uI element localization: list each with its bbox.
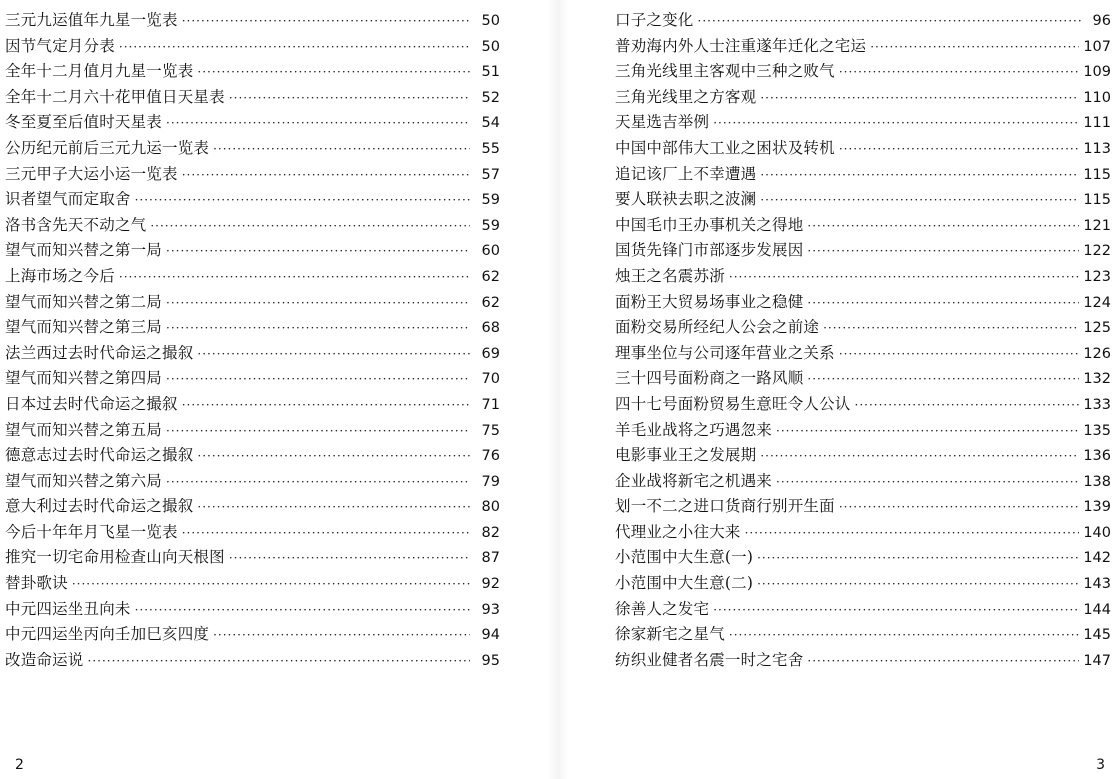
- toc-entry-page-number: 92: [481, 576, 500, 593]
- toc-entry-page-number: 52: [481, 89, 500, 106]
- toc-entry: [5, 8, 500, 34]
- toc-dot-leader: [213, 137, 470, 163]
- toc-dot-leader: [166, 367, 470, 393]
- book-gutter: [548, 0, 568, 779]
- toc-dot-leader: [197, 495, 470, 521]
- toc-entry: [5, 213, 500, 239]
- toc-entry-page-number: 140: [1083, 524, 1111, 541]
- toc-dot-leader: [72, 572, 470, 598]
- toc-entry: [615, 136, 1111, 162]
- toc-dot-leader: [776, 470, 1079, 496]
- toc-entry-page-number: 113: [1083, 140, 1111, 157]
- toc-entry-title: 望气而知兴替之第四局: [5, 369, 163, 388]
- toc-entry-title: 洛书含先天不动之气: [5, 215, 147, 234]
- toc-entry: [615, 648, 1111, 674]
- toc-entry: [615, 213, 1111, 239]
- toc-entry-page-number: 145: [1083, 627, 1111, 644]
- toc-entry-page-number: 69: [481, 345, 500, 362]
- toc-entry: [615, 110, 1111, 136]
- toc-dot-leader: [839, 342, 1080, 368]
- toc-entry-title: 小范围中大生意(二): [615, 574, 754, 593]
- toc-dot-leader: [839, 495, 1080, 521]
- toc-entry: [615, 418, 1111, 444]
- toc-entry-title: 中元四运坐丙向壬加巳亥四度: [5, 625, 210, 644]
- toc-dot-leader: [182, 163, 470, 189]
- toc-entry: [5, 34, 500, 60]
- page-number-right: 3: [1096, 757, 1105, 773]
- toc-entry-page-number: 135: [1083, 422, 1111, 439]
- toc-entry-page-number: 143: [1083, 576, 1111, 593]
- toc-entry-title: 徐善人之发宅: [615, 599, 710, 618]
- toc-entry-title: 法兰西过去时代命运之撮叙: [5, 343, 194, 362]
- toc-entry: [615, 238, 1111, 264]
- toc-dot-leader: [150, 214, 470, 240]
- toc-entry: [5, 392, 500, 418]
- toc-entry: [5, 520, 500, 546]
- toc-entry: [5, 85, 500, 111]
- toc-entry-title: 面粉交易所经纪人公会之前途: [615, 318, 820, 337]
- toc-entry-page-number: 110: [1083, 89, 1111, 106]
- toc-dot-leader: [855, 393, 1080, 419]
- toc-entry-title: 望气而知兴替之第二局: [5, 292, 163, 311]
- toc-dot-leader: [729, 265, 1079, 291]
- toc-entry-title: 中元四运坐丑向未: [5, 599, 131, 618]
- toc-entry-page-number: 115: [1083, 166, 1111, 183]
- toc-dot-leader: [166, 291, 470, 317]
- toc-entry-page-number: 54: [481, 115, 500, 132]
- toc-dot-leader: [760, 444, 1079, 470]
- toc-dot-leader: [166, 470, 470, 496]
- toc-entry-title: 口子之变化: [615, 11, 694, 29]
- toc-entry-page-number: 82: [481, 524, 500, 541]
- toc-entry-title: 意大利过去时代命运之撮叙: [5, 497, 194, 516]
- toc-entry-title: 德意志过去时代命运之撮叙: [5, 446, 194, 465]
- toc-entry: [5, 469, 500, 495]
- toc-dot-leader: [229, 86, 470, 112]
- toc-dot-leader: [807, 291, 1079, 317]
- toc-dot-leader: [713, 111, 1079, 137]
- toc-entry-page-number: 59: [481, 217, 500, 234]
- toc-dot-leader: [135, 598, 470, 624]
- toc-dot-leader: [88, 649, 470, 675]
- toc-dot-leader: [745, 521, 1080, 547]
- toc-entry: [5, 597, 500, 623]
- toc-dot-leader: [807, 649, 1079, 675]
- toc-entry-page-number: 109: [1083, 64, 1111, 81]
- toc-entry-title: 三元九运值年九星一览表: [5, 11, 178, 29]
- toc-entry-title: 上海市场之今后: [5, 266, 115, 285]
- toc-entry: [5, 545, 500, 571]
- toc-dot-leader: [135, 188, 470, 214]
- toc-entry-page-number: 133: [1083, 396, 1111, 413]
- toc-entry-title: 代理业之小往大来: [615, 522, 741, 541]
- toc-entry-title: 望气而知兴替之第一局: [5, 241, 163, 260]
- toc-entry: [615, 290, 1111, 316]
- toc-entry-page-number: 62: [481, 294, 500, 311]
- toc-entry: [5, 264, 500, 290]
- toc-entry-page-number: 139: [1083, 499, 1111, 516]
- toc-entry-page-number: 80: [481, 499, 500, 516]
- toc-entry-page-number: 94: [481, 627, 500, 644]
- toc-entry: [5, 648, 500, 674]
- toc-entry-page-number: 50: [481, 38, 500, 55]
- toc-entry-title: 日本过去时代命运之撮叙: [5, 394, 178, 413]
- toc-entry: [5, 341, 500, 367]
- toc-entry-title: 普劝海内外人士注重遂年迁化之宅运: [615, 36, 867, 55]
- toc-dot-leader: [757, 546, 1079, 572]
- toc-entry-title: 因节气定月分表: [5, 36, 115, 55]
- toc-dot-leader: [119, 35, 470, 61]
- toc-entry-page-number: 121: [1083, 217, 1111, 234]
- toc-entry-page-number: 59: [481, 192, 500, 209]
- toc-entry-page-number: 124: [1083, 294, 1111, 311]
- toc-entry-title: 三角光线里主客观中三种之败气: [615, 62, 835, 81]
- toc-entry-page-number: 132: [1083, 371, 1111, 388]
- toc-entry-title: 三十四号面粉商之一路风顺: [615, 369, 804, 388]
- toc-entry-title: 望气而知兴替之第三局: [5, 318, 163, 337]
- toc-entry-title: 三角光线里之方客观: [615, 87, 757, 106]
- toc-entry-page-number: 138: [1083, 473, 1111, 490]
- toc-entry: [615, 366, 1111, 392]
- toc-dot-leader: [870, 35, 1079, 61]
- toc-entry: [615, 8, 1111, 34]
- toc-dot-leader: [807, 367, 1079, 393]
- toc-entry-page-number: 125: [1083, 320, 1111, 337]
- toc-dot-leader: [698, 9, 1081, 35]
- toc-entry-title: 三元甲子大运小运一览表: [5, 164, 178, 183]
- toc-entry: [615, 187, 1111, 213]
- toc-entry: [615, 571, 1111, 597]
- toc-entry-page-number: 126: [1083, 345, 1111, 362]
- toc-dot-leader: [823, 316, 1079, 342]
- toc-entry-page-number: 55: [481, 140, 500, 157]
- toc-entry-title: 烛王之名震苏浙: [615, 266, 725, 285]
- toc-entry-title: 追记该厂上不幸遭遇: [615, 164, 757, 183]
- toc-entry-title: 电影事业王之发展期: [615, 446, 757, 465]
- toc-entry-title: 天星选吉举例: [615, 113, 710, 132]
- toc-entry-title: 国货先锋门市部逐步发展因: [615, 241, 804, 260]
- toc-entry-title: 小范围中大生意(一): [615, 548, 754, 567]
- toc-entry-page-number: 142: [1083, 550, 1111, 567]
- toc-entry-page-number: 144: [1083, 601, 1111, 618]
- toc-entry-title: 徐家新宅之星气: [615, 625, 725, 644]
- toc-dot-leader: [760, 163, 1079, 189]
- toc-entry-page-number: 50: [481, 13, 500, 29]
- toc-entry-title: 替卦歌诀: [5, 574, 68, 593]
- toc-dot-leader: [729, 623, 1079, 649]
- toc-entry-page-number: 71: [481, 396, 500, 413]
- toc-entry: [5, 366, 500, 392]
- toc-entry-page-number: 60: [481, 243, 500, 260]
- toc-entry: [615, 315, 1111, 341]
- toc-entry-title: 全年十二月值月九星一览表: [5, 62, 194, 81]
- toc-entry-title: 理事坐位与公司逐年营业之关系: [615, 343, 835, 362]
- toc-entry-page-number: 68: [481, 320, 500, 337]
- toc-entry-title: 全年十二月六十花甲值日天星表: [5, 87, 225, 106]
- toc-entry-page-number: 70: [481, 371, 500, 388]
- toc-dot-leader: [839, 60, 1080, 86]
- toc-dot-leader: [213, 623, 470, 649]
- toc-entry: [615, 494, 1111, 520]
- toc-entry-page-number: 122: [1083, 243, 1111, 260]
- toc-dot-leader: [166, 111, 470, 137]
- toc-dot-leader: [807, 214, 1079, 240]
- toc-dot-leader: [166, 316, 470, 342]
- toc-entry-title: 羊毛业战将之巧遇忽来: [615, 420, 773, 439]
- toc-entry: [5, 136, 500, 162]
- toc-dot-leader: [166, 419, 470, 445]
- toc-entry-title: 推究一切宅命用检查山向天根图: [5, 548, 225, 567]
- toc-entry: [615, 545, 1111, 571]
- toc-entry-page-number: 75: [481, 422, 500, 439]
- toc-entry: [5, 418, 500, 444]
- toc-dot-leader: [776, 419, 1079, 445]
- toc-entry-title: 望气而知兴替之第五局: [5, 420, 163, 439]
- toc-entry: [5, 187, 500, 213]
- toc-entry-title: 要人联袂去职之波澜: [615, 190, 757, 209]
- toc-entry: [615, 85, 1111, 111]
- toc-entry: [5, 162, 500, 188]
- toc-entry: [615, 341, 1111, 367]
- toc-entry-page-number: 107: [1083, 38, 1111, 55]
- toc-entry-page-number: 123: [1083, 268, 1111, 285]
- page-number-left: 2: [15, 757, 24, 773]
- toc-entry-title: 望气而知兴替之第六局: [5, 471, 163, 490]
- toc-entry-page-number: 76: [481, 448, 500, 465]
- toc-entry-page-number: 57: [481, 166, 500, 183]
- toc-entry: [615, 59, 1111, 85]
- toc-entry-page-number: 93: [481, 601, 500, 618]
- toc-entry: [5, 110, 500, 136]
- toc-dot-leader: [760, 188, 1079, 214]
- toc-entry-page-number: 147: [1083, 652, 1111, 669]
- toc-entry-page-number: 95: [481, 652, 500, 669]
- toc-dot-leader: [760, 86, 1079, 112]
- toc-entry-title: 今后十年年月飞星一览表: [5, 522, 178, 541]
- toc-entry-title: 纺织业健者名震一时之宅舍: [615, 650, 804, 669]
- toc-dot-leader: [807, 239, 1079, 265]
- toc-dot-leader: [182, 521, 470, 547]
- toc-list-left: [5, 8, 500, 673]
- toc-entry-page-number: 111: [1083, 115, 1111, 132]
- left-page: [5, 8, 500, 779]
- toc-dot-leader: [757, 572, 1079, 598]
- toc-dot-leader: [197, 444, 470, 470]
- toc-entry: [615, 520, 1111, 546]
- toc-entry: [615, 34, 1111, 60]
- toc-entry: [5, 315, 500, 341]
- toc-entry-title: 识者望气而定取舍: [5, 190, 131, 209]
- toc-dot-leader: [182, 9, 470, 35]
- toc-entry: [5, 443, 500, 469]
- toc-dot-leader: [197, 60, 470, 86]
- toc-entry-page-number: 51: [481, 64, 500, 81]
- toc-entry: [5, 59, 500, 85]
- toc-entry: [5, 622, 500, 648]
- toc-entry: [5, 290, 500, 316]
- toc-dot-leader: [229, 546, 470, 572]
- toc-dot-leader: [839, 137, 1080, 163]
- toc-entry: [615, 443, 1111, 469]
- toc-entry: [5, 571, 500, 597]
- toc-entry-title: 公历纪元前后三元九运一览表: [5, 138, 210, 157]
- right-page: [615, 8, 1111, 779]
- toc-entry: [615, 162, 1111, 188]
- toc-entry-page-number: 79: [481, 473, 500, 490]
- toc-entry-title: 面粉王大贸易场事业之稳健: [615, 292, 804, 311]
- toc-entry-title: 四十七号面粉贸易生意旺令人公认: [615, 394, 851, 413]
- toc-entry-page-number: 115: [1083, 192, 1111, 209]
- toc-entry-page-number: 87: [481, 550, 500, 567]
- toc-entry: [615, 597, 1111, 623]
- toc-entry-title: 划一不二之进口货商行别开生面: [615, 497, 835, 516]
- toc-entry: [615, 622, 1111, 648]
- toc-list-right: [615, 8, 1111, 673]
- toc-dot-leader: [197, 342, 470, 368]
- toc-entry-title: 中国中部伟大工业之困状及转机: [615, 138, 835, 157]
- toc-entry: [615, 264, 1111, 290]
- toc-entry-page-number: 136: [1083, 448, 1111, 465]
- toc-dot-leader: [713, 598, 1079, 624]
- toc-entry: [615, 392, 1111, 418]
- toc-entry-title: 冬至夏至后值时天星表: [5, 113, 163, 132]
- toc-entry: [5, 238, 500, 264]
- toc-entry-title: 改造命运说: [5, 650, 84, 669]
- toc-dot-leader: [166, 239, 470, 265]
- toc-dot-leader: [182, 393, 470, 419]
- toc-entry: [5, 494, 500, 520]
- toc-entry-title: 企业战将新宅之机遇来: [615, 471, 773, 490]
- toc-entry: [615, 469, 1111, 495]
- toc-entry-page-number: 96: [1092, 13, 1111, 29]
- toc-entry-title: 中国毛巾王办事机关之得地: [615, 215, 804, 234]
- toc-entry-page-number: 62: [481, 268, 500, 285]
- toc-dot-leader: [119, 265, 470, 291]
